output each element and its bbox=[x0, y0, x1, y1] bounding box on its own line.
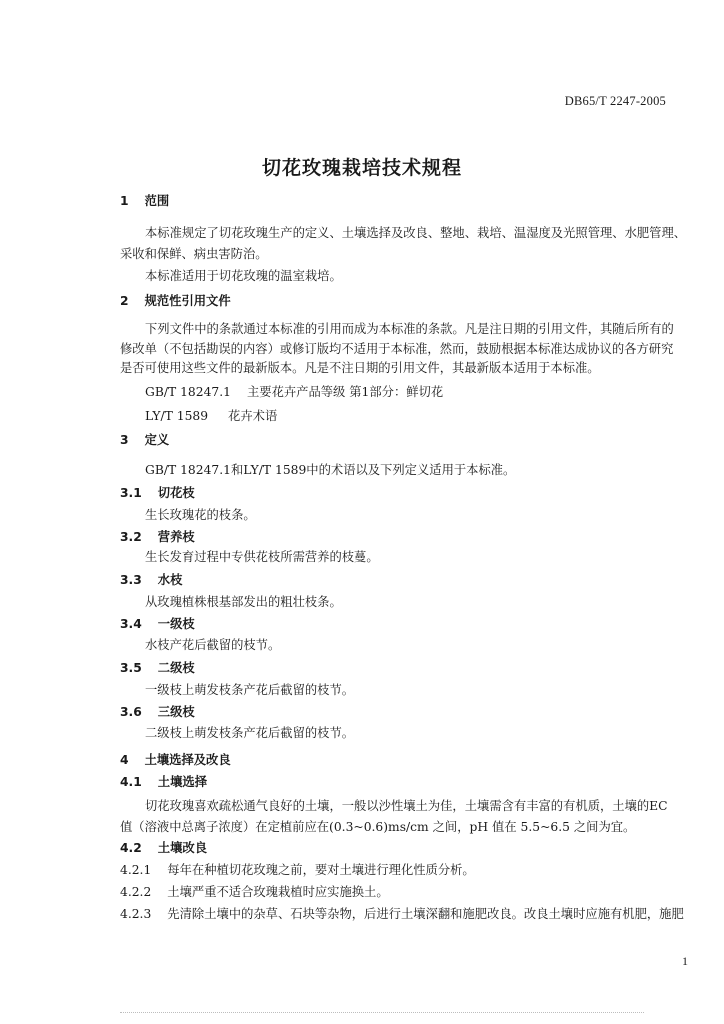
definition-number: 3.5 bbox=[120, 661, 142, 675]
subsection-number: 4.1 bbox=[120, 775, 142, 789]
definition-text: 一级枝上萌发枝条产花后截留的枝节。 bbox=[145, 683, 355, 697]
subsection-title: 土壤改良 bbox=[157, 841, 207, 855]
definition-text: 二级枝上萌发枝条产花后截留的枝节。 bbox=[145, 726, 355, 740]
clause-line bbox=[120, 862, 475, 878]
clause-number: 4.2.3 bbox=[120, 907, 152, 921]
definition-heading bbox=[120, 616, 195, 632]
reference-title: 主要花卉产品等级 第1部分：鲜切花 bbox=[246, 385, 444, 399]
section-title: 范围 bbox=[144, 194, 170, 208]
subsection-heading bbox=[120, 774, 207, 790]
definition-heading bbox=[120, 704, 195, 720]
definition-text: 水枝产花后截留的枝节。 bbox=[145, 638, 281, 652]
definition-number: 3.6 bbox=[120, 705, 142, 719]
definition-number: 3.1 bbox=[120, 486, 142, 500]
subsection-heading bbox=[120, 840, 207, 856]
clause-text: 先清除土壤中的杂草、石块等杂物，后进行土壤深翻和施肥改良。改良土壤时应施有机肥，施肥 bbox=[167, 907, 684, 921]
reference-entry bbox=[145, 384, 443, 400]
subsection-number: 4.2 bbox=[120, 841, 142, 855]
definition-term: 一级枝 bbox=[157, 617, 195, 631]
section-title: 定义 bbox=[144, 433, 170, 447]
definition-text: 生长玫瑰花的枝条。 bbox=[145, 508, 256, 522]
clause-number: 4.2.1 bbox=[120, 863, 152, 877]
paragraph-line: 切花玫瑰喜欢疏松通气良好的土壤，一般以沙性壤土为佳，土壤需含有丰富的有机质，土壤的EC bbox=[145, 799, 668, 813]
clause-line bbox=[120, 884, 389, 900]
clause-line bbox=[120, 906, 684, 922]
document-title: 切花玫瑰栽培技术规程 bbox=[261, 157, 462, 179]
subsection-title: 土壤选择 bbox=[157, 775, 207, 789]
reference-code: GB/T 18247.1 bbox=[145, 385, 231, 399]
document-code: DB65/T 2247-2005 bbox=[564, 94, 666, 108]
paragraph-line: 本标准适用于切花玫瑰的温室栽培。 bbox=[145, 269, 342, 283]
section-number: 1 bbox=[120, 194, 129, 208]
paragraph-line: 修改单（不包括勘误的内容）或修订版均不适用于本标准，然而，鼓励根据本标准达成协议的各方研究 bbox=[120, 342, 674, 356]
paragraph-line: 下列文件中的条款通过本标准的引用而成为本标准的条款。凡是注日期的引用文件，其随后所有的 bbox=[145, 322, 674, 336]
definition-heading bbox=[120, 485, 195, 501]
clause-text: 土壤严重不适合玫瑰栽植时应实施换土。 bbox=[167, 885, 389, 899]
definition-heading bbox=[120, 660, 195, 676]
scan-edge-divider bbox=[120, 1012, 644, 1013]
clause-text: 每年在种植切花玫瑰之前，要对土壤进行理化性质分析。 bbox=[167, 863, 475, 877]
section-number: 4 bbox=[120, 753, 129, 767]
section-2-heading bbox=[120, 293, 231, 309]
definition-text: 从玫瑰植株根基部发出的粗壮枝条。 bbox=[145, 595, 342, 609]
paragraph-line: 本标准规定了切花玫瑰生产的定义、土壤选择及改良、整地、栽培、温湿度及光照管理、水肥管理、 bbox=[145, 226, 687, 240]
section-number: 3 bbox=[120, 433, 129, 447]
paragraph-line: GB/T 18247.1和LY/T 1589中的术语以及下列定义适用于本标准。 bbox=[145, 463, 516, 477]
clause-number: 4.2.2 bbox=[120, 885, 152, 899]
paragraph-line: 采收和保鲜、病虫害防治。 bbox=[120, 247, 268, 261]
section-1-heading bbox=[120, 193, 169, 209]
definition-number: 3.2 bbox=[120, 530, 142, 544]
section-4-heading bbox=[120, 752, 231, 768]
definition-term: 营养枝 bbox=[157, 530, 195, 544]
definition-term: 三级枝 bbox=[157, 705, 195, 719]
definition-text: 生长发育过程中专供花枝所需营养的枝蔓。 bbox=[145, 550, 379, 564]
definition-number: 3.4 bbox=[120, 617, 142, 631]
paragraph-line: 值（溶液中总离子浓度）在定植前应在(0.3~0.6)ms/cm 之间，pH 值在 5.5~6.5 之间为宜。 bbox=[120, 820, 636, 834]
reference-code: LY/T 1589 bbox=[145, 409, 209, 423]
page-number: 1 bbox=[682, 954, 688, 968]
section-title: 土壤选择及改良 bbox=[144, 753, 231, 767]
paragraph-line: 是否可使用这些文件的最新版本。凡是不注日期的引用文件，其最新版本适用于本标准。 bbox=[120, 361, 600, 375]
section-title: 规范性引用文件 bbox=[144, 294, 231, 308]
definition-heading bbox=[120, 572, 182, 588]
definition-term: 二级枝 bbox=[157, 661, 195, 675]
definition-number: 3.3 bbox=[120, 573, 142, 587]
section-3-heading bbox=[120, 432, 169, 448]
definition-term: 切花枝 bbox=[157, 486, 195, 500]
definition-heading bbox=[120, 529, 195, 545]
definition-term: 水枝 bbox=[157, 573, 183, 587]
section-number: 2 bbox=[120, 294, 129, 308]
reference-entry bbox=[145, 408, 277, 424]
reference-title: 花卉术语 bbox=[228, 409, 278, 423]
